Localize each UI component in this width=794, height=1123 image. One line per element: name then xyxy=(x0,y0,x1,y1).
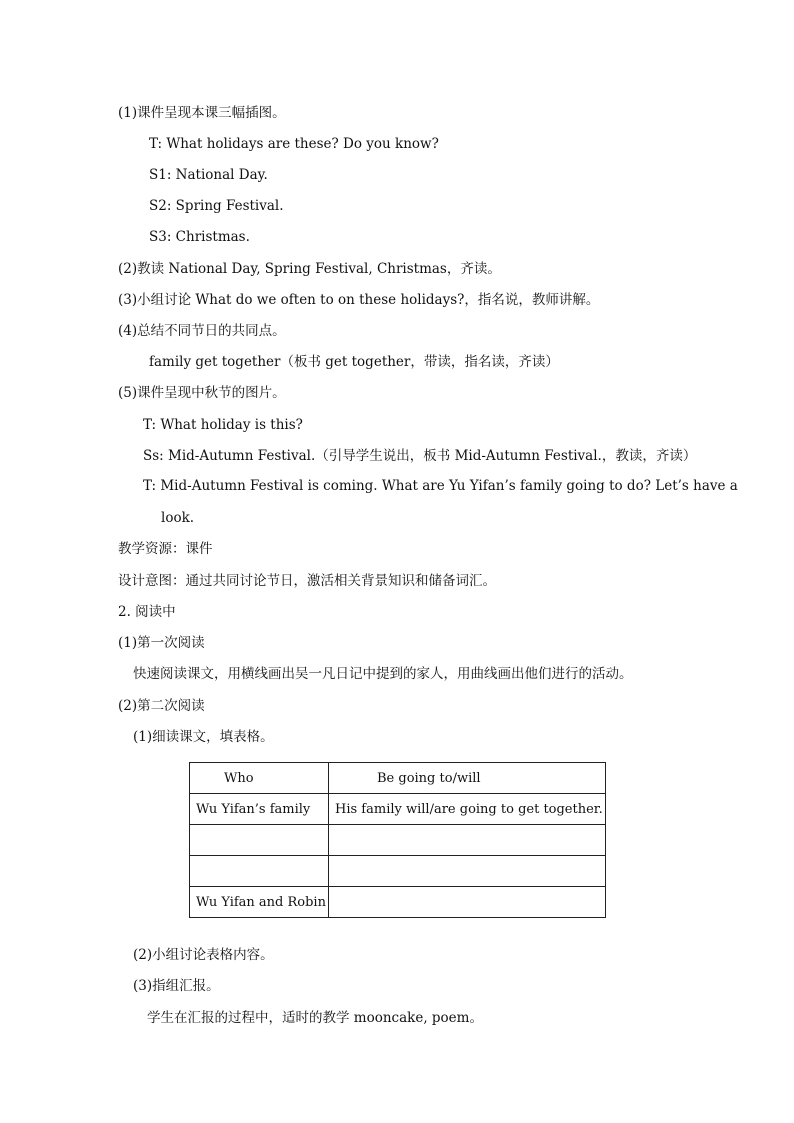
table-row xyxy=(190,794,606,825)
step-4-heading: (4)总结不同节日的共同点。 xyxy=(118,323,286,339)
header-who: Who xyxy=(190,763,329,794)
dialogue-students-answer: Ss: Mid-Autumn Festival.（引导学生说出，板书 Mid-Autumn Festival.，教读，齐读） xyxy=(143,448,697,464)
dialogue-s1: S1: National Day. xyxy=(149,167,268,183)
table-cell-activity xyxy=(329,856,606,887)
dialogue-teacher-holiday: T: What holiday is this? xyxy=(143,417,303,433)
table-cell-who xyxy=(190,825,329,856)
second-reading-heading: (2)第二次阅读 xyxy=(118,698,205,714)
table-cell-who: Wu Yifan’s family xyxy=(190,794,329,825)
reading-table xyxy=(189,762,606,918)
section-while-reading: 2. 阅读中 xyxy=(118,604,176,620)
first-reading-heading: (1)第一次阅读 xyxy=(118,635,205,651)
table-cell-activity: His family will/are going to get together. xyxy=(329,794,606,825)
table-cell-who: Wu Yifan and Robin xyxy=(190,887,329,918)
teaching-resources: 教学资源：课件 xyxy=(118,541,213,557)
table-cell-who xyxy=(190,856,329,887)
step-3-heading: (3)小组讨论 What do we often to on these holidays?，指名说，教师讲解。 xyxy=(118,292,600,308)
table-row xyxy=(190,887,606,918)
dialogue-teacher-question: T: What holidays are these? Do you know? xyxy=(149,136,439,152)
step-5-heading: (5)课件呈现中秋节的图片。 xyxy=(118,385,286,401)
table-header-row xyxy=(190,763,606,794)
step-2-heading: (2)教读 National Day, Spring Festival, Christmas，齐读。 xyxy=(118,261,501,277)
dialogue-teacher-intro: T: Mid-Autumn Festival is coming. What are Yu Yifan’s family going to do? Let’s have a xyxy=(143,478,738,494)
table-row xyxy=(190,856,606,887)
second-reading-task: (1)细读课文，填表格。 xyxy=(133,729,274,745)
table-row xyxy=(190,825,606,856)
group-report-step: (3)指组汇报。 xyxy=(133,978,220,994)
vocabulary-teaching-note: 学生在汇报的过程中，适时的教学 mooncake, poem。 xyxy=(147,1010,483,1026)
header-be-going-to: Be going to/will xyxy=(329,763,606,794)
dialogue-s2: S2: Spring Festival. xyxy=(149,198,284,214)
step-1-heading: (1)课件呈现本课三幅插图。 xyxy=(118,105,286,121)
dialogue-teacher-intro-cont: look. xyxy=(161,510,195,526)
table-cell-activity xyxy=(329,825,606,856)
table-cell-activity xyxy=(329,887,606,918)
family-get-together-line: family get together（板书 get together，带读，指名读，齐读） xyxy=(149,354,559,370)
first-reading-task: 快速阅读课文，用横线画出吴一凡日记中提到的家人，用曲线画出他们进行的活动。 xyxy=(133,666,633,682)
dialogue-s3: S3: Christmas. xyxy=(149,229,250,245)
design-intent: 设计意图：通过共同讨论节日，激活相关背景知识和储备词汇。 xyxy=(118,573,496,589)
group-discussion-step: (2)小组讨论表格内容。 xyxy=(133,947,274,963)
